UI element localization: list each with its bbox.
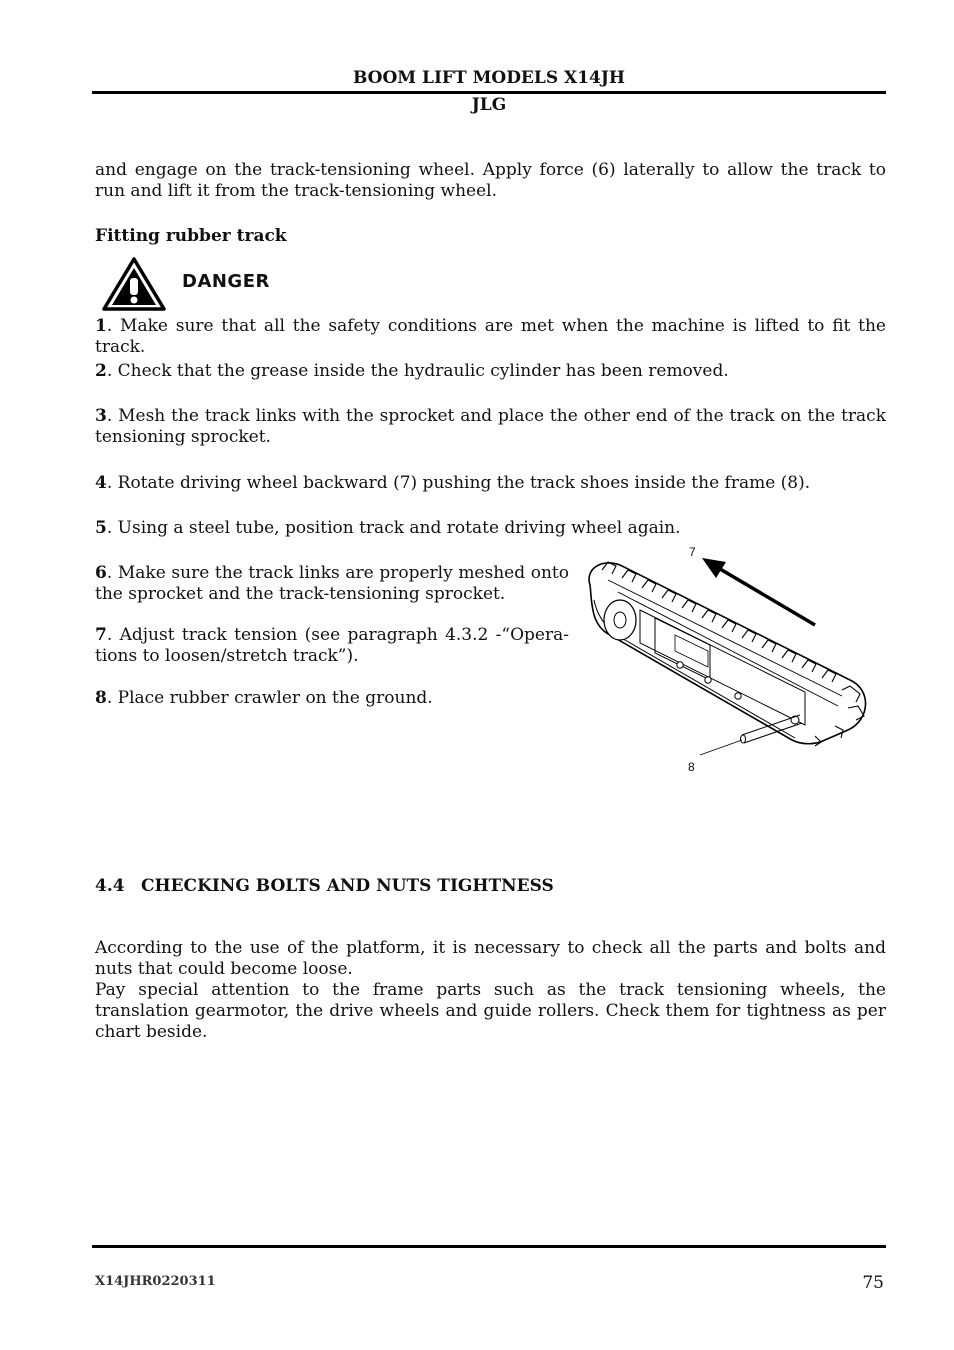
danger-warning-icon (101, 256, 167, 312)
intro-paragraph: and engage on the track-tensioning wheel. Apply force (6) laterally to allow the track to run and lift it from the track-tensioning wheel. (95, 160, 886, 201)
section-paragraph-1: According to the use of the platform, it is necessary to check all the parts and bolts and nuts that could become loose. (95, 938, 886, 979)
header-rule (92, 91, 886, 94)
doc-title: BOOM LIFT MODELS X14JH (352, 68, 625, 88)
section-paragraph-2: Pay special attention to the frame parts such as the track tensioning wheels, the translation gearmotor, the drive wheels and guide rollers. Check them for tightness as per chart beside. (95, 980, 886, 1042)
step-8: 8. Place rubber crawler on the ground. (95, 688, 433, 708)
footer-rule (92, 1245, 886, 1248)
brand-name: JLG (471, 95, 507, 115)
section-title: Fitting rubber track (95, 226, 287, 246)
section-number: 4.4 (95, 876, 125, 896)
page-number: 75 (862, 1273, 884, 1293)
step-5: 5. Using a steel tube, position track and rotate driving wheel again. (95, 518, 681, 538)
step-4: 4. Rotate driving wheel backward (7) pushing the track shoes inside the frame (8). (95, 473, 811, 493)
document-code: X14JHR0220311 (95, 1274, 216, 1289)
figure-label-7: 7 (689, 545, 696, 559)
section-heading: CHECKING BOLTS AND NUTS TIGHTNESS (141, 876, 554, 896)
danger-label: DANGER (182, 271, 270, 292)
rubber-track-figure (580, 540, 880, 780)
figure-label-8: 8 (688, 760, 695, 774)
step-2: 2. Check that the grease inside the hydraulic cylinder has been removed. (95, 361, 729, 381)
step-7: 7. Adjust track tension (see paragraph 4.3.2 -“Opera-tions to loosen/stretch track”). (95, 625, 569, 666)
step-3: 3. Mesh the track links with the sprocket and place the other end of the track on the track tensioning sprocket. (95, 406, 886, 447)
step-1: 1. Make sure that all the safety conditions are met when the machine is lifted to fit the track. (95, 316, 886, 357)
step-6: 6. Make sure the track links are properly meshed onto the sprocket and the track-tensioning sprocket. (95, 563, 569, 604)
